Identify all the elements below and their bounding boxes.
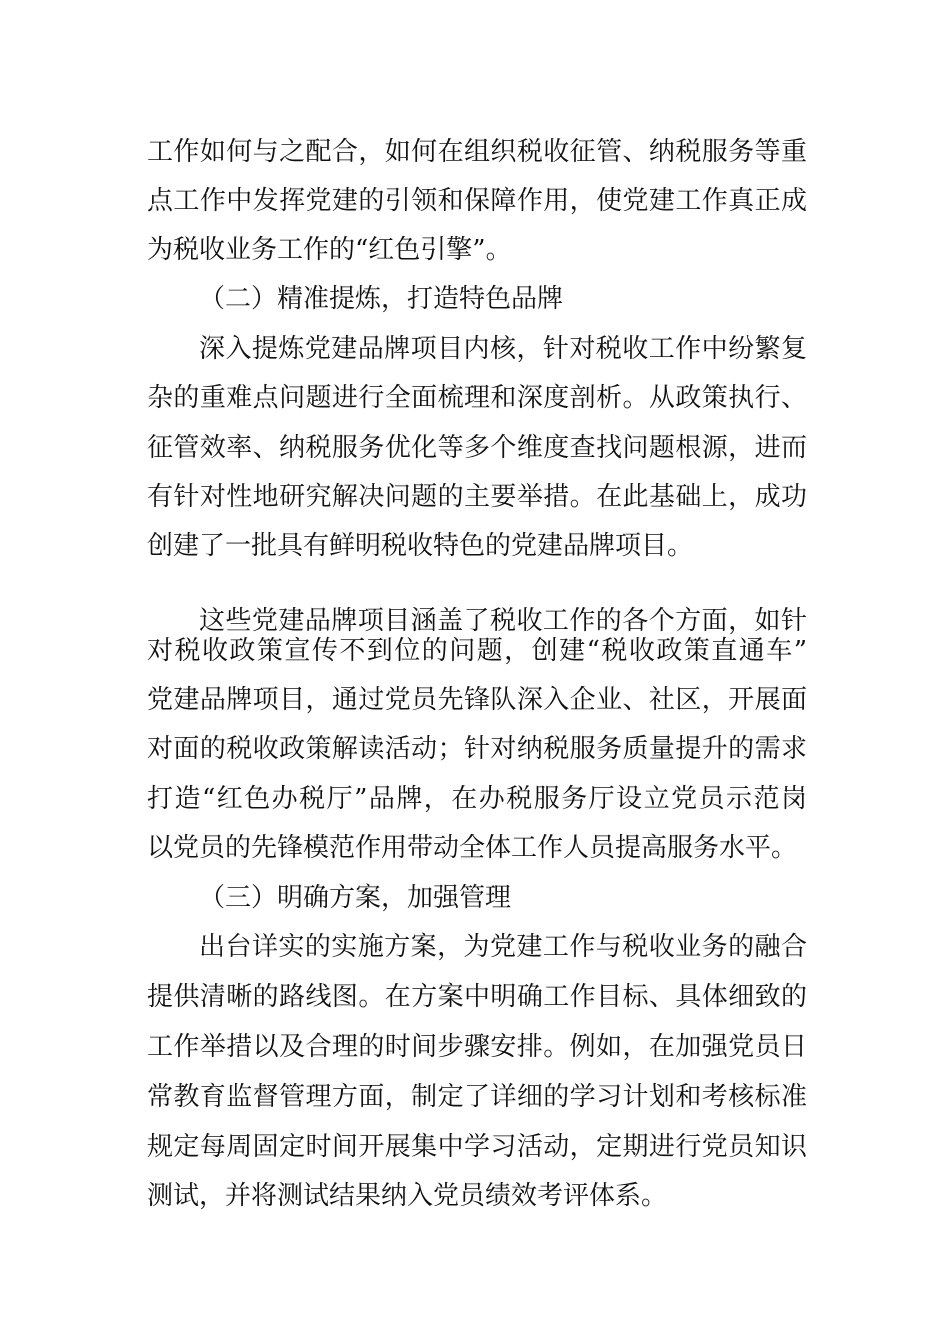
paragraph-line: 征管效率、纳税服务优化等多个维度查找问题根源，进而 — [147, 433, 807, 463]
paragraph-line: 创建了一批具有鲜明税收特色的党建品牌项目。 — [147, 531, 694, 561]
paragraph-line: 测试，并将测试结果纳入党员绩效考评体系。 — [147, 1181, 668, 1211]
section-heading: （二）精准提炼，打造特色品牌 — [199, 284, 564, 314]
paragraph-line: 对税收政策宣传不到位的问题，创建“税收政策直通车” — [147, 636, 807, 666]
section-heading: （三）明确方案，加强管理 — [199, 883, 512, 913]
paragraph-line: 提供清晰的路线图。在方案中明确工作目标、具体细致的 — [147, 982, 807, 1012]
paragraph-line: 打造“红色办税厅”品牌，在办税服务厅设立党员示范岗 — [147, 784, 807, 814]
paragraph-line: 有针对性地研究解决问题的主要举措。在此基础上，成功 — [147, 482, 807, 512]
paragraph-line: 对面的税收政策解读活动；针对纳税服务质量提升的需求 — [147, 734, 807, 764]
paragraph-line: 党建品牌项目，通过党员先锋队深入企业、社区，开展面 — [147, 685, 807, 715]
paragraph-line: 以党员的先锋模范作用带动全体工作人员提高服务水平。 — [147, 833, 798, 863]
paragraph-line: 工作如何与之配合，如何在组织税收征管、纳税服务等重 — [147, 137, 807, 167]
paragraph-line: 为税收业务工作的“红色引擎”。 — [147, 235, 512, 265]
paragraph-line: 点工作中发挥党建的引领和保障作用，使党建工作真正成 — [147, 186, 807, 216]
paragraph-line: 规定每周固定时间开展集中学习活动，定期进行党员知识 — [147, 1132, 807, 1162]
paragraph-line: 工作举措以及合理的时间步骤安排。例如，在加强党员日 — [147, 1032, 807, 1062]
paragraph-line: 出台详实的实施方案，为党建工作与税收业务的融合 — [199, 932, 807, 962]
paragraph-line: 常教育监督管理方面，制定了详细的学习计划和考核标准 — [147, 1082, 807, 1112]
paragraph-line: 杂的重难点问题进行全面梳理和深度剖析。从政策执行、 — [147, 383, 807, 413]
paragraph-line: 这些党建品牌项目涵盖了税收工作的各个方面，如针 — [199, 606, 807, 636]
paragraph-line: 深入提炼党建品牌项目内核，针对税收工作中纷繁复 — [199, 334, 807, 364]
